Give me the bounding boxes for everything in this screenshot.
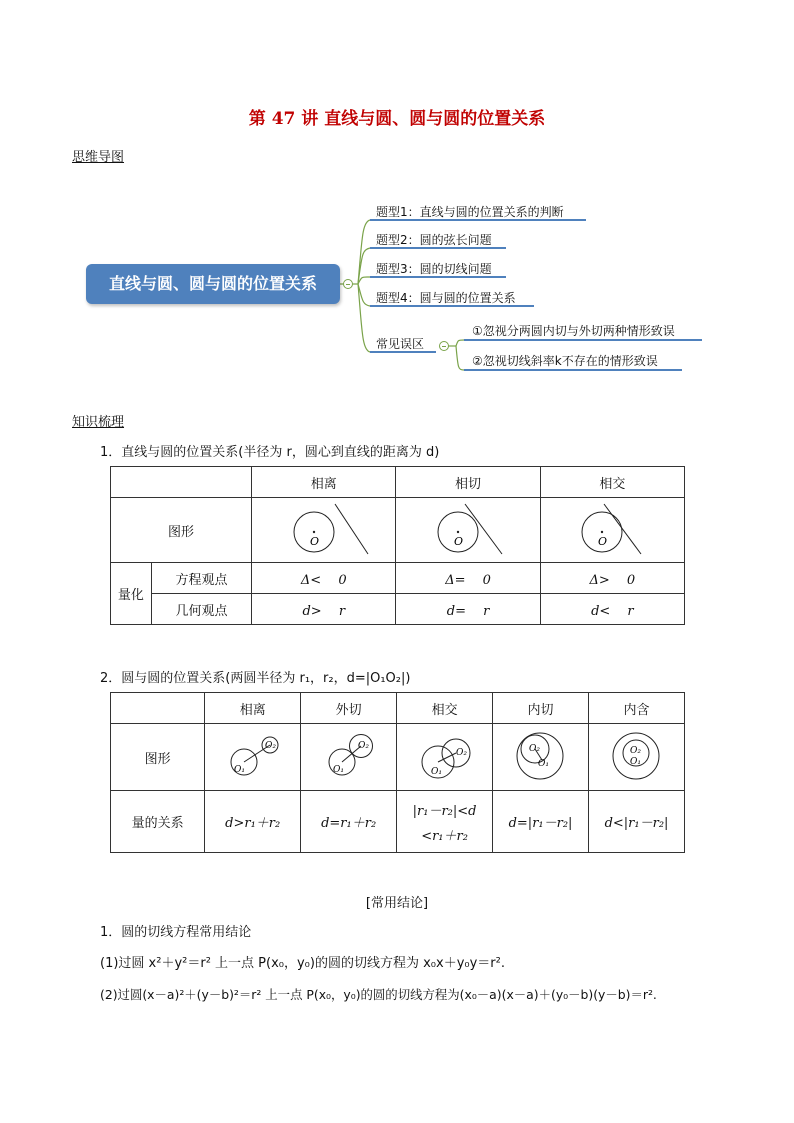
- circles-internal-tangent-figure: [496, 724, 586, 786]
- col-header: 内切: [493, 693, 589, 724]
- row-group-quantify: 量化: [111, 563, 152, 625]
- conclusion-line-1: (1)过圆 x²＋y²＝r² 上一点 P(x₀，y₀)的圆的切线方程为 x₀x＋y₀y＝r².: [100, 956, 505, 971]
- col-header: 内含: [588, 693, 684, 724]
- collapse-icon[interactable]: [343, 279, 353, 289]
- rel-intersect: [397, 791, 493, 853]
- corner-cell: [111, 693, 205, 724]
- collapse-icon[interactable]: [439, 341, 449, 351]
- circle-circle-table: [110, 692, 685, 853]
- table1-heading: 1．直线与圆的位置关系(半径为 r，圆心到直线的距离为 d): [100, 445, 440, 460]
- o2-label: O₂: [630, 746, 642, 756]
- conclusion-item-1: 1．圆的切线方程常用结论: [100, 925, 252, 940]
- rel-contain: d<|r₁－r₂|: [588, 791, 684, 853]
- o1-label: O₁: [630, 757, 642, 767]
- row-label-geometry: 几何观点: [151, 594, 251, 625]
- center-label: O: [598, 535, 608, 548]
- center-label: O: [309, 535, 319, 548]
- row-label-figure: 图形: [111, 724, 205, 791]
- figure-internal-tangent: [493, 724, 589, 791]
- col-header: 相交: [540, 467, 684, 498]
- center-label: O: [454, 535, 464, 548]
- o1-label: O₁: [537, 759, 549, 769]
- row-label-figure: 图形: [111, 498, 252, 563]
- rel-internal-tangent: d=|r₁－r₂|: [493, 791, 589, 853]
- mindmap-branch-type4: 题型4：圆与圆的位置关系: [376, 291, 516, 305]
- col-header: 相离: [205, 693, 301, 724]
- line-circle-separate-figure: [274, 498, 374, 558]
- o2-label: O₂: [455, 748, 467, 758]
- o1-label: O₁: [233, 765, 245, 775]
- geo-separate: d> r: [252, 594, 396, 625]
- corner-cell: [111, 467, 252, 498]
- circles-external-tangent-figure: [304, 724, 394, 786]
- conclusions-header: [常用结论]: [365, 896, 429, 911]
- col-header: 外切: [301, 693, 397, 724]
- page-title: 第 47 讲 直线与圆、圆与圆的位置关系: [248, 109, 546, 129]
- figure-separate: [252, 498, 396, 563]
- eq-intersect: Δ> 0: [540, 563, 684, 594]
- figure-intersect: [397, 724, 493, 791]
- eq-tangent: Δ= 0: [396, 563, 540, 594]
- col-header: 相切: [396, 467, 540, 498]
- o2-label: O₂: [264, 741, 276, 751]
- line-circle-table: [110, 466, 685, 625]
- figure-contain: [588, 724, 684, 791]
- col-header: 相离: [252, 467, 396, 498]
- o1-label: O₁: [430, 767, 442, 777]
- circles-contain-figure: [591, 724, 681, 786]
- mindmap-branch-type1: 题型1：直线与圆的位置关系的判断: [376, 205, 564, 219]
- o1-label: O₁: [332, 765, 344, 775]
- figure-separate: [205, 724, 301, 791]
- rel-intersect-line1: |r₁－r₂|<d: [412, 803, 477, 819]
- o2-label: O₂: [357, 741, 369, 751]
- rel-external-tangent: d=r₁＋r₂: [301, 791, 397, 853]
- col-header: 相交: [397, 693, 493, 724]
- eq-separate: Δ< 0: [252, 563, 396, 594]
- geo-tangent: d= r: [396, 594, 540, 625]
- mindmap-root-node: 直线与圆、圆与圆的位置关系: [86, 264, 340, 304]
- conclusion-line-2: (2)过圆(x－a)²＋(y－b)²＝r² 上一点 P(x₀，y₀)的圆的切线方程为(x₀－a)(x－a)＋(y₀－b)(y－b)＝r².: [100, 987, 657, 1002]
- row-label-relation: 量的关系: [111, 791, 205, 853]
- line-circle-tangent-figure: [418, 498, 518, 558]
- circles-separate-figure: [208, 724, 298, 786]
- rel-separate: d>r₁＋r₂: [205, 791, 301, 853]
- figure-external-tangent: [301, 724, 397, 791]
- mindmap-branch-type2: 题型2：圆的弦长问题: [376, 233, 492, 247]
- mindmap-mistake-2: ②忽视切线斜率k不存在的情形致误: [472, 354, 658, 368]
- mindmap-branch-type3: 题型3：圆的切线问题: [376, 262, 492, 276]
- line-circle-intersect-figure: [562, 498, 662, 558]
- figure-tangent: [396, 498, 540, 563]
- section-knowledge-heading: 知识梳理: [72, 415, 125, 430]
- figure-intersect: [540, 498, 684, 563]
- circles-intersect-figure: [400, 724, 490, 786]
- o2-label: O₂: [528, 744, 540, 754]
- geo-intersect: d< r: [540, 594, 684, 625]
- row-label-equation: 方程观点: [151, 563, 251, 594]
- mindmap-mistake-1: ①忽视分两圆内切与外切两种情形致误: [472, 324, 675, 338]
- section-mindmap-heading: 思维导图: [72, 150, 125, 165]
- rel-intersect-line2: <r₁＋r₂: [421, 828, 468, 844]
- table2-heading: 2．圆与圆的位置关系(两圆半径为 r₁，r₂，d=|O₁O₂|): [100, 671, 411, 686]
- mindmap-branch-mistakes: 常见误区: [376, 337, 425, 351]
